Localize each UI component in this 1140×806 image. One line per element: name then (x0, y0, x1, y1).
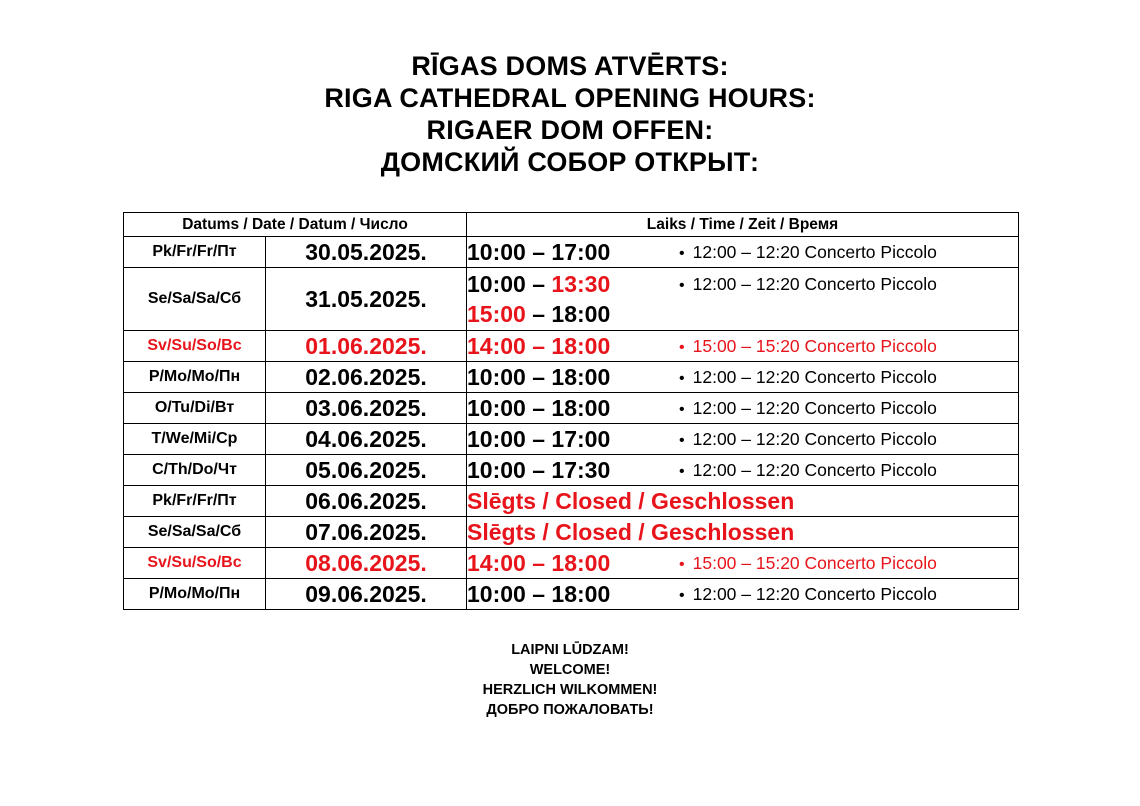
bullet-icon: • (679, 431, 685, 449)
bullet-icon: • (679, 244, 685, 262)
hours-text: 10:00 – 17:00 (467, 238, 611, 265)
bullet-icon: • (679, 276, 685, 294)
table-header-row (124, 213, 1019, 237)
date-cell: 02.06.2025. (266, 362, 467, 393)
concert-note: 15:00 – 15:20 Concerto Piccolo (692, 335, 937, 356)
welcome-footer (0, 640, 1140, 720)
closed-text: Slēgts / Closed / Geschlossen (467, 518, 795, 545)
concert-note: 12:00 – 12:20 Concerto Piccolo (692, 273, 937, 294)
bullet-icon: • (679, 586, 685, 604)
page-title (0, 50, 1140, 178)
table-row (124, 548, 1019, 579)
bullet-icon: • (679, 462, 685, 480)
table-row (124, 331, 1019, 362)
hours-text: 14:00 – 18:00 (467, 332, 611, 359)
concert-note: 12:00 – 12:20 Concerto Piccolo (692, 241, 937, 262)
day-cell: Sv/Su/So/Вс (124, 331, 266, 362)
hours-text: 14:00 – 18:00 (467, 549, 611, 576)
date-cell: 06.06.2025. (266, 486, 467, 517)
date-cell: 04.06.2025. (266, 424, 467, 455)
concert-note: 15:00 – 15:20 Concerto Piccolo (692, 552, 937, 573)
table-row (124, 237, 1019, 268)
title-english: RIGA CATHEDRAL OPENING HOURS: (324, 83, 816, 113)
table-row (124, 579, 1019, 610)
table-row (124, 517, 1019, 548)
day-cell: Sv/Su/So/Вс (124, 548, 266, 579)
time-cell (467, 393, 1019, 424)
day-cell: T/We/Mi/Ср (124, 424, 266, 455)
day-cell: Pk/Fr/Fr/Пт (124, 237, 266, 268)
time-cell (467, 237, 1019, 268)
date-cell: 01.06.2025. (266, 331, 467, 362)
hours-text-highlight: 13:30 (551, 270, 611, 297)
hours-text-highlight: 15:00 (467, 300, 526, 327)
date-cell: 09.06.2025. (266, 579, 467, 610)
hours-text: – 18:00 (525, 300, 611, 327)
time-cell (467, 362, 1019, 393)
welcome-russian: ДОБРО ПОЖАЛОВАТЬ! (486, 702, 654, 718)
day-cell: Se/Sa/Sa/Сб (124, 517, 266, 548)
day-cell: P/Mo/Mo/Пн (124, 362, 266, 393)
day-cell: C/Th/Do/Чт (124, 455, 266, 486)
title-latvian: RĪGAS DOMS ATVĒRTS: (411, 51, 729, 81)
opening-hours-table (123, 212, 1019, 610)
bullet-icon: • (679, 338, 685, 356)
date-cell: 08.06.2025. (266, 548, 467, 579)
hours-text: 10:00 – (467, 270, 552, 297)
table-row (124, 268, 1019, 331)
day-cell: O/Tu/Di/Вт (124, 393, 266, 424)
date-cell: 07.06.2025. (266, 517, 467, 548)
time-cell (467, 486, 1019, 517)
date-cell: 31.05.2025. (266, 268, 467, 331)
bullet-icon: • (679, 555, 685, 573)
time-cell (467, 579, 1019, 610)
time-cell (467, 331, 1019, 362)
concert-note: 12:00 – 12:20 Concerto Piccolo (692, 583, 937, 604)
welcome-english: WELCOME! (529, 662, 611, 678)
closed-text: Slēgts / Closed / Geschlossen (467, 487, 795, 514)
time-cell (467, 268, 1019, 331)
welcome-german: HERZLICH WILKOMMEN! (482, 682, 658, 698)
header-date: Datums / Date / Datum / Число (124, 213, 467, 237)
hours-text: 10:00 – 18:00 (467, 580, 611, 607)
hours-text: 10:00 – 17:00 (467, 425, 611, 452)
table-row (124, 424, 1019, 455)
title-german: RIGAER DOM OFFEN: (426, 115, 714, 145)
date-cell: 30.05.2025. (266, 237, 467, 268)
date-cell: 03.06.2025. (266, 393, 467, 424)
table-row (124, 362, 1019, 393)
day-cell: Pk/Fr/Fr/Пт (124, 486, 266, 517)
welcome-latvian: LAIPNI LŪDZAM! (511, 642, 629, 658)
time-cell (467, 424, 1019, 455)
time-cell (467, 548, 1019, 579)
table-row (124, 486, 1019, 517)
hours-text: 10:00 – 17:30 (467, 456, 611, 483)
time-cell (467, 455, 1019, 486)
concert-note: 12:00 – 12:20 Concerto Piccolo (692, 459, 937, 480)
concert-note: 12:00 – 12:20 Concerto Piccolo (692, 428, 937, 449)
bullet-icon: • (679, 369, 685, 387)
table-row (124, 393, 1019, 424)
concert-note: 12:00 – 12:20 Concerto Piccolo (692, 366, 937, 387)
hours-text: 10:00 – 18:00 (467, 394, 611, 421)
day-cell: Se/Sa/Sa/Сб (124, 268, 266, 331)
date-cell: 05.06.2025. (266, 455, 467, 486)
concert-note: 12:00 – 12:20 Concerto Piccolo (692, 397, 937, 418)
hours-text: 10:00 – 18:00 (467, 363, 611, 390)
day-cell: P/Mo/Mo/Пн (124, 579, 266, 610)
title-russian: ДОМСКИЙ СОБОР ОТКРЫТ: (380, 147, 760, 177)
time-cell (467, 517, 1019, 548)
bullet-icon: • (679, 400, 685, 418)
header-time: Laiks / Time / Zeit / Время (467, 213, 1019, 237)
table-row (124, 455, 1019, 486)
